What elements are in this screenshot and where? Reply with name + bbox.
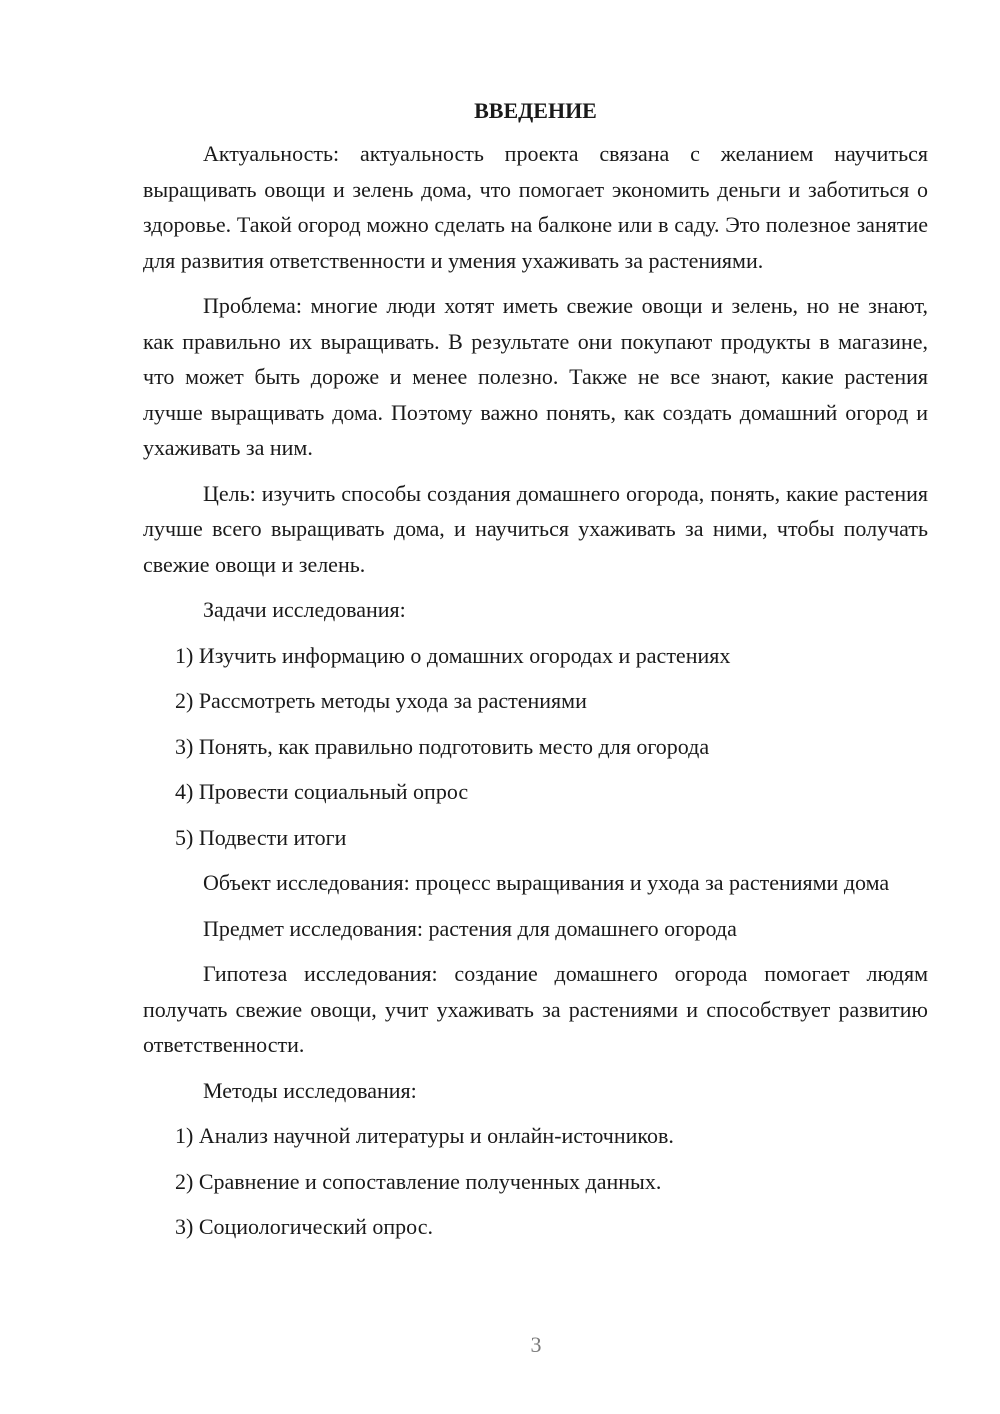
tasks-heading: Задачи исследования: — [203, 597, 406, 622]
hypothesis-paragraph: Гипотеза исследования: создание домашнего огорода помогает людям получать свежие овощи, учит ухаживать за растениями и способствует развитию ответственности. — [143, 961, 928, 1057]
method-item: 3) Социологический опрос. — [175, 1214, 433, 1239]
goal-paragraph: Цель: изучить способы создания домашнего огорода, понять, какие растения лучше всего выращивать дома, и научиться ухаживать за ними, чтобы получать свежие овощи и зелень. — [143, 480, 928, 577]
task-item: 3) Понять, как правильно подготовить место для огорода — [175, 733, 710, 759]
relevance-paragraph: Актуальность: актуальность проекта связана с желанием научиться выращивать овощи и зелень дома, что помогает экономить деньги и заботиться о здоровье. Такой огород можно сделать на балконе или в саду. Это полезное занятие для развития ответственности и умения ухаживать за растениями. — [143, 141, 928, 273]
page-title: ВВЕДЕНИЕ — [474, 98, 597, 123]
method-item: 2) Сравнение и сопоставление полученных данных. — [175, 1168, 662, 1194]
method-item: 1) Анализ научной литературы и онлайн-источников. — [175, 1123, 674, 1148]
task-item: 4) Провести социальный опрос — [175, 779, 469, 804]
problem-paragraph: Проблема: многие люди хотят иметь свежие овощи и зелень, но не знают, как правильно их выращивать. В результате они покупают продукты в магазине, что может быть дороже и менее полезно. Также не все знают, какие растения лучше выращивать дома. Поэтому важно понять, как создать домашний огород и ухаживать за ним. — [143, 293, 928, 460]
object-paragraph: Объект исследования: процесс выращивания и ухода за растениями дома — [203, 870, 890, 895]
subject-paragraph: Предмет исследования: растения для домашнего огорода — [203, 915, 737, 941]
document-page — [143, 96, 928, 1255]
task-item: 1) Изучить информацию о домашних огородах и растениях — [175, 642, 731, 668]
task-item: 5) Подвести итоги — [175, 824, 347, 850]
task-item: 2) Рассмотреть методы ухода за растениями — [175, 688, 587, 713]
page-number: 3 — [530, 1332, 542, 1357]
methods-heading: Методы исследования: — [203, 1077, 417, 1103]
